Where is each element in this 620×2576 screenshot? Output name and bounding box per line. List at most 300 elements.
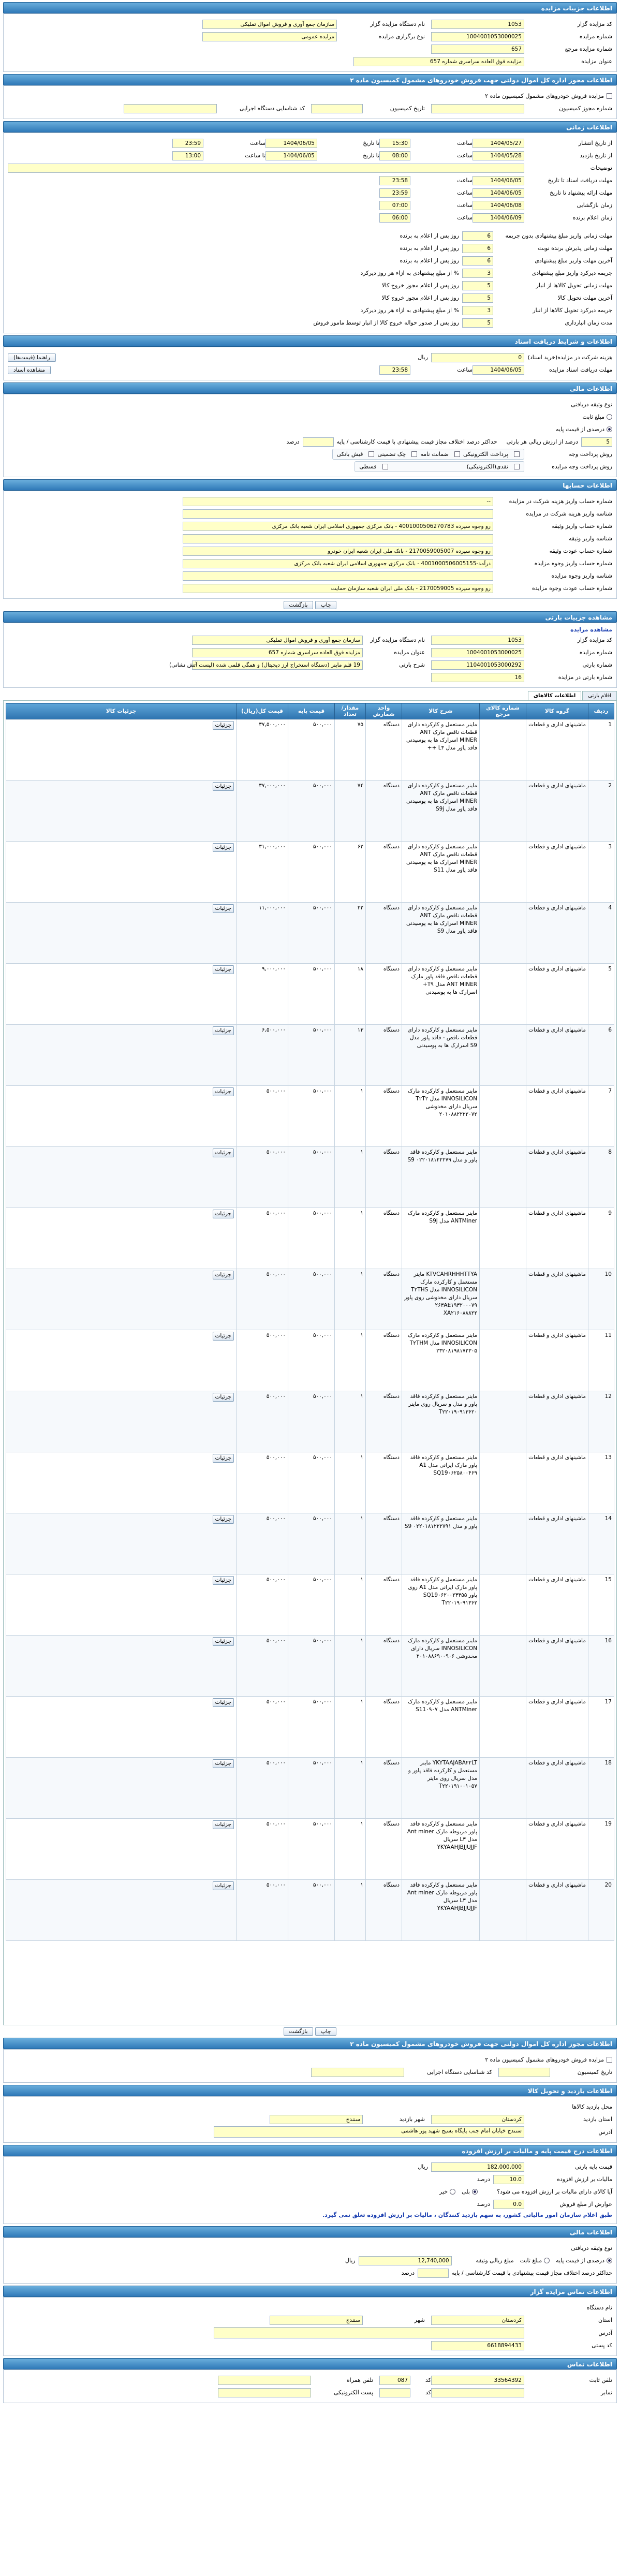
penalty-row: آخرین مهلت تحویل کالا 5 روز پس از اعلام مجوز خروج کالا [8, 292, 612, 303]
contact-section: اطلاعات تماس مزایده گزار نام دستگاه استان کردستان شهر سنندج آدرس کد پستی 6618894433 [3, 2286, 617, 2356]
cell-price: ۵۰۰,۰۰۰ [288, 1758, 335, 1819]
cell-idx: 12 [588, 1391, 614, 1452]
column-header: قیمت کل(ریال) [237, 703, 288, 719]
section-title: اطلاعات مجوز اداره کل اموال دولتی جهت فروش خودروهای مشمول کمیسیون ماده ۲ [3, 2038, 617, 2049]
table-row [6, 1269, 614, 1330]
cell-idx: 20 [588, 1880, 614, 1941]
cell-price: ۵۰۰,۰۰۰ [288, 1086, 335, 1147]
table-row [6, 1086, 614, 1147]
cell-idx: 6 [588, 1025, 614, 1086]
print-button[interactable]: چاپ [315, 601, 337, 609]
account-row: شماره حساب عودت وجوه مزایده رو وجوه سپرده 2170059005 - بانک ملی ایران شعبه سازمان حمایت [8, 583, 612, 594]
contact-address [214, 2327, 524, 2338]
doc-deadline: 1404/06/05 [473, 176, 524, 185]
cell-unit: دستگاه [366, 903, 402, 964]
details-button[interactable]: جزئیات [213, 1393, 234, 1402]
table-row [6, 1025, 614, 1086]
column-header: واحد شمارش [366, 703, 402, 719]
cell-desc: ماینر مستعمل و کارکرده دارای قطعات ناقص فاقد پاور مارک ANT MINER مدل T۹+ اسرارک ها به پوسیدنی [402, 964, 480, 1025]
cell-price: ۵۰۰,۰۰۰ [288, 781, 335, 842]
cell-group: ماشینهای اداری و قطعات [526, 1086, 588, 1147]
visit-from: 1404/05/28 [473, 151, 524, 160]
page [0, 2, 620, 2576]
cell-price: ۵۰۰,۰۰۰ [288, 1574, 335, 1636]
opening-time: 07:00 [379, 201, 410, 210]
cell-group: ماشینهای اداری و قطعات [526, 1330, 588, 1391]
permit2-section: اطلاعات مجوز اداره کل اموال دولتی جهت فروش خودروهای مشمول کمیسیون ماده ۲ مزایده فروش خودروهای مشمول کمیسیون ماده ۲ تاریخ کمیسیون کد شناسایی دستگاه اجرایی [3, 2038, 617, 2083]
cell-idx: 18 [588, 1758, 614, 1819]
cell-idx: 4 [588, 903, 614, 964]
cell-qty: ۱ [335, 1269, 366, 1330]
cell-qty: ۱ [335, 1452, 366, 1513]
cell-idx: 15 [588, 1574, 614, 1636]
details-button[interactable]: جزئیات [213, 1210, 234, 1218]
cell-total: ۳۷,۵۰۰,۰۰۰ [237, 719, 288, 781]
doc-info-section: اطلاعات و شرایط دریافت اسناد هزینه شرکت در مزایده(خرید اسناد) 0 ریال راهنما (قیمت‌ها) مهلت دریافت اسناد مزایده 1404/06/05 ساعت 23:58 مشاهده اسناد [3, 335, 617, 380]
cell-total: ۵۰۰,۰۰۰ [237, 1697, 288, 1758]
cell-qty: ۱ [335, 1819, 366, 1880]
delivery-address: سنندج خیابان امام جنب پایگاه بسیج شهید پور هاشمی [214, 2126, 524, 2138]
doc-lastday: 1404/06/05 [473, 365, 524, 375]
cell-qty: ۱ [335, 1574, 366, 1636]
toll-pct: 0.0 [493, 2200, 524, 2209]
cell-group: ماشینهای اداری و قطعات [526, 1391, 588, 1452]
cell-group: ماشینهای اداری و قطعات [526, 1880, 588, 1941]
cell-unit: دستگاه [366, 1697, 402, 1758]
cell-ref [480, 1147, 526, 1208]
penalty-row: مهلت زمانی پذیرش برنده نوبت 6 روز پس از اعلام به برنده [8, 243, 612, 254]
account-row: شناسه واریز وثیقه [8, 533, 612, 544]
visit-to: 1404/06/05 [265, 151, 317, 160]
cell-ref [480, 842, 526, 903]
permit-checkbox[interactable] [607, 93, 612, 99]
penalty-row: مهلت زمانی تحویل کالاها از انبار 5 روز پس از اعلام مجوز خروج کالا [8, 280, 612, 291]
postal-code: 6618894433 [431, 2341, 524, 2350]
cell-ref [480, 1452, 526, 1513]
visit-desc [8, 164, 524, 173]
cell-desc: ماینر مستعمل و کارکرده فاقد پاور مربوطه مارک Ant miner مدل L۳ سریال YKYAAHJBJJUJJF [402, 1819, 480, 1880]
cell-qty: ۱ [335, 1758, 366, 1819]
cell-price: ۵۰۰,۰۰۰ [288, 1025, 335, 1086]
cell-total: ۵۰۰,۰۰۰ [237, 1086, 288, 1147]
cell-total: ۵۰۰,۰۰۰ [237, 1636, 288, 1697]
table-row [6, 1819, 614, 1880]
pub-from-time: 15:30 [379, 139, 410, 148]
cell-total: ۱۱,۰۰۰,۰۰۰ [237, 903, 288, 964]
section-title: اطلاعات مجوز اداره کل اموال دولتی جهت فروش خودروهای مشمول کمیسیون ماده ۲ [3, 74, 617, 85]
cell-ref [480, 781, 526, 842]
details-button[interactable]: جزئیات [213, 904, 234, 913]
table-row [6, 781, 614, 842]
column-header: شماره کالای مرجع [480, 703, 526, 719]
tracking-field [124, 104, 217, 113]
table-row [6, 964, 614, 1025]
cell-qty: ۲۲ [335, 903, 366, 964]
opening-date: 1404/06/08 [473, 201, 524, 210]
section-title: اطلاعات تماس مزایده گزار [3, 2286, 617, 2297]
cell-idx: 1 [588, 719, 614, 781]
details-button[interactable]: جزئیات [213, 1637, 234, 1646]
g2-fixed-radio[interactable] [544, 2258, 550, 2263]
cell-total: ۵۰۰,۰۰۰ [237, 1574, 288, 1636]
cell-desc: ماینر مستعمل و کارکرده فاقد پاور مربوطه مارک Ant miner مدل L۳ سریال YKYAAHJBJJUJJF [402, 1880, 480, 1941]
cell-qty: ۱ [335, 1086, 366, 1147]
table-row [6, 1697, 614, 1758]
details-button[interactable]: جزئیات [213, 1026, 234, 1035]
g2-pct-radio[interactable] [607, 2258, 612, 2263]
pub-to-time: 23:59 [172, 139, 203, 148]
pay-installment-checkbox[interactable] [382, 464, 388, 469]
vat-notice: طبق اعلام سازمان امور مالیاتی کشور، به سهم بازدید کنندگان ، مالیات بر ارزش افزوده تعلق نمی گیرد. [322, 2212, 612, 2218]
winner-time: 06:00 [379, 213, 410, 223]
permit-section: اطلاعات مجوز اداره کل اموال دولتی جهت فروش خودروهای مشمول کمیسیون ماده ۲ مزایده فروش خودروهای مشمول کمیسیون ماده ۲ شماره مجوز کمیسیون تاریخ کمیسیون کد شناسایی دستگاه اجرایی [3, 74, 617, 119]
cell-price: ۵۰۰,۰۰۰ [288, 1880, 335, 1941]
cell-desc: ماینر مستعمل و کارکرده مارک ANTMiner مدل S11۰۹۰۷ [402, 1697, 480, 1758]
cell-idx: 5 [588, 964, 614, 1025]
cell-total: ۵۰۰,۰۰۰ [237, 1880, 288, 1941]
cell-total: ۹,۰۰۰,۰۰۰ [237, 964, 288, 1025]
cell-total: ۵۰۰,۰۰۰ [237, 1513, 288, 1574]
cell-ref [480, 1391, 526, 1452]
pay-methods-2: نقدی(الکترونیکی) قسطی [355, 461, 524, 472]
table-row [6, 1208, 614, 1269]
auction-details-section: اطلاعات جزییات مزایده کد مزایده گزار 1053 نام دستگاه مزایده گزار سازمان جمع آوری و فروش اموال تملیکی شماره مزایده 1004001053000025 نوع برگزاری مزایده مزایده عمومی شماره مزایده مرجع 657 عنوان مزایده مزایده فوق العاده سراسری شماره 657 [3, 2, 617, 72]
cell-group: ماشینهای اداری و قطعات [526, 719, 588, 781]
cell-total: ۳۱,۰۰۰,۰۰۰ [237, 842, 288, 903]
items-table [6, 703, 614, 1941]
accounts-section [3, 479, 617, 599]
cell-price: ۵۰۰,۰۰۰ [288, 1269, 335, 1330]
cell-qty: ۱ [335, 1513, 366, 1574]
view-docs-button[interactable]: مشاهده اسناد [8, 366, 51, 374]
column-header: گروه کالا [526, 703, 588, 719]
cell-ref [480, 903, 526, 964]
items-table-panel [3, 700, 617, 2025]
cell-total: ۵۰۰,۰۰۰ [237, 1208, 288, 1269]
cell-desc: ماینر مستعمل و کارکرده دارای قطعات ناقص مارک ANT MINER اسرارک ها به پوسیدنی فاقد پاور مدل S9j [402, 781, 480, 842]
details-button[interactable]: جزئیات [213, 843, 234, 852]
cell-unit: دستگاه [366, 781, 402, 842]
cell-desc: YKYTAAJABA۲۲LT ماینر مستعمل و کارکرده فاقد پاور و مدل سریال روی ماینر T۲۲۰۱۹۱۰۰۱۰۵۷ [402, 1758, 480, 1819]
section-title: اطلاعات حسابها [3, 479, 617, 491]
cell-idx: 2 [588, 781, 614, 842]
details-button[interactable]: جزئیات [213, 965, 234, 974]
table-row [6, 1513, 614, 1574]
cell-qty: ۱ [335, 1147, 366, 1208]
cell-unit: دستگاه [366, 964, 402, 1025]
cell-total: ۵۰۰,۰۰۰ [237, 1819, 288, 1880]
permit-no-field [431, 104, 524, 113]
cell-desc: ماینر مستعمل و کارکرده مارک INNOSILICON مدل T۲T۲ سریال دارای مخدوشی ۲۰۱۰۸۸۲۲۲۲۰۷۲ [402, 1086, 480, 1147]
tabs [3, 691, 617, 700]
table-row [6, 1452, 614, 1513]
details-button[interactable]: جزئیات [213, 782, 234, 791]
winner-date: 1404/06/09 [473, 213, 524, 223]
guarantee-pct-field: 5 [581, 437, 612, 447]
pay-electronic-checkbox[interactable] [514, 451, 520, 457]
section-title: اطلاعات مالی [3, 2226, 617, 2238]
section-title: اطلاعات زمانی [3, 121, 617, 133]
cell-unit: دستگاه [366, 1147, 402, 1208]
details-button[interactable]: جزئیات [213, 1820, 234, 1829]
timing-section: اطلاعات زمانی از تاریخ انتشار 1404/05/27 ساعت 15:30 تا تاریخ 1404/06/05 ساعت 23:59 از تاریخ بازدید 1404/05/28 ساعت 08:00 تا تاریخ 1404/06/05 تا ساعت 13:00 توضیحات مهلت دریافت اسناد تا تاریخ 1404/06/05 ساعت 23:58 مهلت ارائه پیشنهاد تا تاریخ 1404/06/05 ساعت 23:59 زمان بازگشایی 1404/06/08 ساعت 07:00 زمان اعلام برنده 1404/06/09 ساعت 06:00 مهلت زمانی واریز مبلغ پیشنهادی بدون جریمه 6 روز پس از اعلام به برنده مهلت زمانی پذیرش برنده نوبت 6 روز پس از اعلام به برنده آخرین مهلت واریز مبلغ پیشنهادی 6 روز پس از اعلام به برنده جریمه دیرکرد واریز مبلغ پیشنهادی 3 % از مبلغ پیشنهادی به ازاء هر روز دیرکرد مهلت زمانی تحویل کالاها از انبار 5 روز پس از اعلام مجوز خروج کالا آخرین مهلت تحویل کالا 5 روز پس از اعلام مجوز خروج کالا جریمه دیرکرد تحویل کالاها از انبار 3 % از مبلغ پیشنهادی به ازاء هر روز دیرکرد مدت زمان انبارداری 5 روز پس از صدور حواله خروج کالا از انبار توسط مامور فروش [3, 121, 617, 333]
cell-idx: 19 [588, 1819, 614, 1880]
cell-qty: ۶۲ [335, 842, 366, 903]
ref-field: 657 [431, 45, 524, 54]
table-row [6, 903, 614, 964]
financial2-section: اطلاعات مالی نوع وثیقه دریافتی درصدی از قیمت پایه مبلغ ثابت مبلغ ریالی وثیقه 12,740,000 ریال حداکثر درصد اختلاف مجاز قیمت پیشنهادی با قیمت کارشناسی / پایه درصد [3, 2226, 617, 2284]
cell-price: ۵۰۰,۰۰۰ [288, 719, 335, 781]
table-row [6, 1758, 614, 1819]
cell-group: ماشینهای اداری و قطعات [526, 1208, 588, 1269]
pay-slip-checkbox[interactable] [368, 451, 374, 457]
cell-group: ماشینهای اداری و قطعات [526, 903, 588, 964]
details-button[interactable]: جزئیات [213, 1087, 234, 1096]
account-row: شماره حساب واریز وثیقه رو وجوه سپرده 4001000506270783 - بانک مرکزی جمهوری اسلامی ایران شعبه بانک مرکزی [8, 521, 612, 532]
back-button-2[interactable]: بازگشت [284, 2027, 314, 2036]
permit-date-field [311, 104, 363, 113]
cell-total: ۵۰۰,۰۰۰ [237, 1330, 288, 1391]
cell-price: ۵۰۰,۰۰۰ [288, 1208, 335, 1269]
column-header: شرح کالا [402, 703, 480, 719]
price-section: اطلاعات درج قیمت پایه و مالیات بر ارزش افزوده قیمت پایه بارتی 182,000,000 ریال مالیات بر ارزش افزوده 10.0 درصد آیا کالای دارای مالیات بر ارزش افزوده می شود؟ بلی خیر عوارض از مبلغ فروش 0.0 درصد طبق اعلام سازمان امور مالیاتی کشور، به سهم بازدید کنندگان ، مالیات بر ارزش افزوده تعلق نمی گیرد. [3, 2145, 617, 2224]
cell-ref [480, 1208, 526, 1269]
tab-goods-info[interactable]: اطلاعات کالاهای [528, 691, 581, 700]
cell-group: ماشینهای اداری و قطعات [526, 781, 588, 842]
section-title: اطلاعات درج قیمت پایه و مالیات بر ارزش افزوده [3, 2145, 617, 2156]
cell-group: ماشینهای اداری و قطعات [526, 842, 588, 903]
cell-unit: دستگاه [366, 1391, 402, 1452]
cell-qty: ۱ [335, 1880, 366, 1941]
financial-section: اطلاعات مالی نوع وثیقه دریافتی مبلغ ثابت درصدی از قیمت پایه 5 درصد از ارزش ریالی هر بارتی حداکثر درصد اختلاف مجاز قیمت پیشنهادی با قیمت کارشناسی / پایه درصد روش پرداخت وجه پرداخت الکترونیکی ضمانت نامه چک تضمینی فیش بانکی روش پرداخت وجه مزایده نقدی(الکترونیکی) قسطی [3, 382, 617, 477]
cell-qty: ۱ [335, 1636, 366, 1697]
cell-ref [480, 1025, 526, 1086]
cell-unit: دستگاه [366, 1330, 402, 1391]
cell-desc: ماینر مستعمل و کارکرده دارای قطعات ناقص مارک ANT MINER اسرارک ها به پوسیدنی فاقد پاور مدل S9 [402, 903, 480, 964]
cell-group: ماشینهای اداری و قطعات [526, 1636, 588, 1697]
doc-lastday-time: 23:58 [379, 365, 410, 375]
section-title: اطلاعات و شرایط دریافت اسناد [3, 335, 617, 347]
delivery-section: اطلاعات بازدید و تحویل کالا محل بازدید کالاها استان بازدید کردستان شهر بازدید سنندج آدرس سنندج خیابان امام جنب پایگاه بسیج شهید پور هاشمی [3, 2085, 617, 2143]
table-row [6, 1574, 614, 1636]
cell-unit: دستگاه [366, 1819, 402, 1880]
cell-price: ۵۰۰,۰۰۰ [288, 964, 335, 1025]
cell-idx: 11 [588, 1330, 614, 1391]
cell-group: ماشینهای اداری و قطعات [526, 1025, 588, 1086]
details-button[interactable]: جزئیات [213, 1332, 234, 1341]
cell-ref [480, 1574, 526, 1636]
table-row [6, 1330, 614, 1391]
cell-total: ۵۰۰,۰۰۰ [237, 1758, 288, 1819]
base-price: 182,000,000 [431, 2162, 524, 2172]
type-field: مزایده عمومی [202, 32, 337, 41]
column-header: ردیف [588, 703, 614, 719]
offer-deadline-time: 23:59 [379, 188, 410, 198]
cell-unit: دستگاه [366, 1025, 402, 1086]
cell-ref [480, 1513, 526, 1574]
section-title: اطلاعات مالی [3, 382, 617, 394]
cell-price: ۵۰۰,۰۰۰ [288, 1697, 335, 1758]
cell-ref [480, 1086, 526, 1147]
cell-price: ۵۰۰,۰۰۰ [288, 1147, 335, 1208]
fee-field: 0 [431, 353, 524, 362]
email [218, 2388, 311, 2397]
cell-idx: 3 [588, 842, 614, 903]
cell-ref [480, 1819, 526, 1880]
details-button[interactable]: جزئیات [213, 1576, 234, 1585]
visit-from-time: 08:00 [379, 151, 410, 160]
penalty-row: مدت زمان انبارداری 5 روز پس از صدور حواله خروج کالا از انبار توسط مامور فروش [8, 317, 612, 328]
details-button[interactable]: جزئیات [213, 1454, 234, 1463]
auction-num-field: 1004001053000025 [431, 32, 524, 41]
cell-qty: ۷۴ [335, 781, 366, 842]
table-row [6, 1636, 614, 1697]
cell-idx: 17 [588, 1697, 614, 1758]
print-button-2[interactable]: چاپ [315, 2027, 337, 2036]
cell-price: ۵۰۰,۰۰۰ [288, 1636, 335, 1697]
details-button[interactable]: جزئیات [213, 1515, 234, 1524]
cell-unit: دستگاه [366, 1758, 402, 1819]
penalty-row: جریمه دیرکرد واریز مبلغ پیشنهادی 3 % از مبلغ پیشنهادی به ازاء هر روز دیرکرد [8, 268, 612, 278]
lot-section: مشاهده جزییات بارتی مشاهده مزایده کد مزایده گزار 1053 نام دستگاه مزایده گزار سازمان جمع آوری و فروش اموال تملیکی شماره مزایده 1004001053000025 عنوان مزایده مزایده فوق العاده سراسری شماره 657 شماره بارتی 1104001053000292 شرح بارتی 19 قلم ماینر (دستگاه استخراج ارز دیجیتال) و همگی قلمی شده (لیست آتش نشانی) شماره بارتی در مزایده 16 [3, 611, 617, 688]
pay-methods: پرداخت الکترونیکی ضمانت نامه چک تضمینی فیش بانکی [332, 449, 524, 460]
guarantee-amount: 12,740,000 [359, 2256, 452, 2265]
pub-to: 1404/06/05 [265, 139, 317, 148]
account-row: شماره حساب عودت وثیقه رو وجوه سپرده 2170059005007 - بانک ملی ایران شعبه ایران خودرو [8, 546, 612, 556]
cell-group: ماشینهای اداری و قطعات [526, 964, 588, 1025]
pay-cheque-checkbox[interactable] [411, 451, 417, 457]
column-header: مقدار/تعداد [335, 703, 366, 719]
cell-unit: دستگاه [366, 1208, 402, 1269]
cell-price: ۵۰۰,۰۰۰ [288, 1513, 335, 1574]
cell-idx: 7 [588, 1086, 614, 1147]
details-button[interactable]: جزئیات [213, 1759, 234, 1768]
cell-idx: 16 [588, 1636, 614, 1697]
cell-desc: ماینر مستعمل و کارکرده فاقد پاور و مدل S9 ۰۲۲۰۱۸۱۲۲۲۷۹۱ [402, 1513, 480, 1574]
cell-unit: دستگاه [366, 1880, 402, 1941]
cell-group: ماشینهای اداری و قطعات [526, 1452, 588, 1513]
cell-qty: ۱۳ [335, 1025, 366, 1086]
table-row [6, 842, 614, 903]
org-field: سازمان جمع آوری و فروش اموال تملیکی [202, 20, 337, 29]
penalty-row: جریمه دیرکرد تحویل کالاها از انبار 3 % از مبلغ پیشنهادی به ازاء هر روز دیرکرد [8, 305, 612, 316]
cell-group: ماشینهای اداری و قطعات [526, 1819, 588, 1880]
cell-group: ماشینهای اداری و قطعات [526, 1147, 588, 1208]
cell-total: ۵۰۰,۰۰۰ [237, 1147, 288, 1208]
section-title: اطلاعات بازدید و تحویل کالا [3, 2085, 617, 2096]
details-button[interactable]: جزئیات [213, 1698, 234, 1707]
guarantee-pct-radio[interactable] [607, 426, 612, 432]
cell-qty: ۱ [335, 1330, 366, 1391]
cell-desc: ماینر مستعمل و کارکرده دارای قطعات ناقص مارک ANT MINER اسرارک ها به پوسیدنی فاقد پاور مدل S11 [402, 842, 480, 903]
cell-unit: دستگاه [366, 1086, 402, 1147]
cell-qty: ۱ [335, 1208, 366, 1269]
permit2-checkbox[interactable] [607, 2057, 612, 2063]
section-title: مشاهده جزییات بارتی [3, 611, 617, 623]
tab-items[interactable]: اقلام بارتی [582, 691, 617, 700]
cell-ref [480, 1269, 526, 1330]
cell-unit: دستگاه [366, 1574, 402, 1636]
vat-pct: 10.0 [493, 2175, 524, 2184]
cell-group: ماشینهای اداری و قطعات [526, 1269, 588, 1330]
max-diff-field [303, 437, 334, 447]
details-button[interactable]: جزئیات [213, 721, 234, 730]
cell-qty: ۱ [335, 1697, 366, 1758]
guide-button[interactable]: راهنما (قیمت‌ها) [8, 354, 56, 362]
cell-idx: 9 [588, 1208, 614, 1269]
cell-price: ۵۰۰,۰۰۰ [288, 1819, 335, 1880]
cell-price: ۵۰۰,۰۰۰ [288, 842, 335, 903]
section-title: اطلاعات جزییات مزایده [3, 2, 617, 13]
cell-desc: ماینر مستعمل و کارکرده دارای قطعات ناقص مارک ANT MINER اسرارک ها به پوسیدنی فاقد پاور مدل L۳ ++ [402, 719, 480, 781]
cell-desc: KTVCAHRHHHTTYA ماینر مستعمل و کارکرده مارک INNOSILICON مدل T۲THS سریال دارای مخدوشی روی پاور ۲۶۳AE۱۹۳۲۰۰۰۷۹ XA۲۱۶۰۸۸۸۲۲ [402, 1269, 480, 1330]
table-row [6, 1391, 614, 1452]
cell-unit: دستگاه [366, 1269, 402, 1330]
cell-ref [480, 964, 526, 1025]
vat-yes-radio[interactable] [472, 2189, 478, 2195]
cell-idx: 14 [588, 1513, 614, 1574]
cell-desc: ماینر مستعمل و کارکرده فاقد پاور مارک ایرانی مدل A1 SQ19۰۶۲۵۸۰۰۴۶۹ [402, 1452, 480, 1513]
cell-group: ماشینهای اداری و قطعات [526, 1513, 588, 1574]
penalty-row: مهلت زمانی واریز مبلغ پیشنهادی بدون جریمه 6 روز پس از اعلام به برنده [8, 230, 612, 241]
cell-idx: 8 [588, 1147, 614, 1208]
cell-unit: دستگاه [366, 1452, 402, 1513]
vat-no-radio[interactable] [450, 2189, 455, 2195]
pay-cash-checkbox[interactable] [514, 464, 520, 469]
table-row [6, 1147, 614, 1208]
details-button[interactable]: جزئیات [213, 1881, 234, 1890]
cell-ref [480, 1880, 526, 1941]
cell-total: ۳۷,۰۰۰,۰۰۰ [237, 781, 288, 842]
cell-qty: ۱ [335, 1391, 366, 1452]
phone: 33564392 [431, 2376, 524, 2385]
cell-group: ماشینهای اداری و قطعات [526, 1758, 588, 1819]
mobile [218, 2376, 311, 2385]
code-field: 1053 [431, 20, 524, 29]
cell-price: ۵۰۰,۰۰۰ [288, 1452, 335, 1513]
cell-price: ۵۰۰,۰۰۰ [288, 1391, 335, 1452]
cell-idx: 13 [588, 1452, 614, 1513]
details-button[interactable]: جزئیات [213, 1149, 234, 1157]
column-header: جزئیات کالا [6, 703, 237, 719]
cell-ref [480, 1636, 526, 1697]
doc-deadline-time: 23:58 [379, 176, 410, 185]
cell-ref [480, 1330, 526, 1391]
account-row: شماره حساب واریز وجوه مزایده درآمد-4001000506005155 - بانک مرکزی جمهوری اسلامی ایران شعبه بانک مرکزی [8, 558, 612, 569]
cell-unit: دستگاه [366, 1636, 402, 1697]
back-button[interactable]: بازگشت [284, 601, 314, 609]
pub-from: 1404/05/27 [473, 139, 524, 148]
cell-total: ۶,۵۰۰,۰۰۰ [237, 1025, 288, 1086]
cell-total: ۵۰۰,۰۰۰ [237, 1269, 288, 1330]
cell-price: ۵۰۰,۰۰۰ [288, 903, 335, 964]
cell-qty: ۱۸ [335, 964, 366, 1025]
cell-price: ۵۰۰,۰۰۰ [288, 1330, 335, 1391]
penalties-list [8, 230, 612, 328]
cell-desc: ماینر مستعمل و کارکرده فاقد پاور و مدل S9 ۰۲۲۰۱۸۱۲۲۲۷۹ [402, 1147, 480, 1208]
cell-unit: دستگاه [366, 719, 402, 781]
penalty-row: آخرین مهلت واریز مبلغ پیشنهادی 6 روز پس از اعلام به برنده [8, 255, 612, 266]
area-code: 087 [379, 2376, 410, 2385]
pay-guarantee-checkbox[interactable] [454, 451, 460, 457]
cell-desc: ماینر مستعمل و کارکرده مارک INNOSILICON مدل T۲THM ۲۳۲۰۸۱۹۸۱۷۲۳۰۵ [402, 1330, 480, 1391]
details-button[interactable]: جزئیات [213, 1271, 234, 1279]
cell-desc: ماینر مستعمل و کارکرده مارک ANTMiner مدل S9j [402, 1208, 480, 1269]
account-row: شناسه واریز وجوه مزایده [8, 570, 612, 581]
cell-idx: 10 [588, 1269, 614, 1330]
guarantee-fixed-radio[interactable] [607, 414, 612, 420]
account-row: شماره حساب واریز هزینه شرکت در مزایده -- [8, 496, 612, 507]
